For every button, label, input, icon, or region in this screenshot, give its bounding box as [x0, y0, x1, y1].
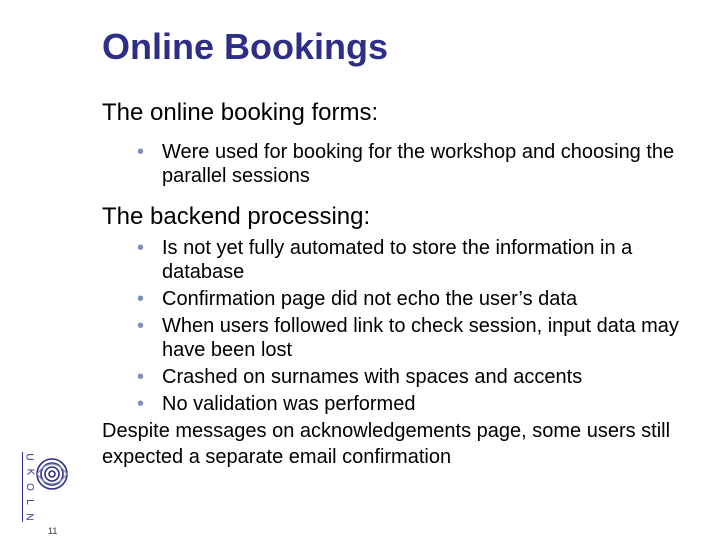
bullet-icon: •	[137, 237, 145, 259]
bullet-icon: •	[137, 288, 145, 310]
list-item	[137, 287, 702, 311]
list-item	[137, 365, 702, 389]
logo-letter: N	[23, 513, 35, 521]
slide-body	[102, 98, 702, 470]
bullet-list	[102, 236, 702, 416]
bullet-text: Confirmation page did not echo the user’s data	[162, 288, 578, 310]
list-item	[137, 392, 702, 416]
section-heading: The online booking forms:	[102, 99, 379, 126]
ukoln-swirl-logo-icon	[34, 452, 70, 522]
bullet-icon: •	[137, 366, 145, 388]
list-item	[137, 236, 702, 284]
bullet-icon: •	[137, 141, 145, 163]
slide-title: Online Bookings	[102, 26, 389, 67]
bullet-text: Crashed on surnames with spaces and accents	[162, 366, 583, 388]
bullet-icon: •	[137, 393, 145, 415]
list-item	[137, 314, 702, 362]
bullet-text: When users followed link to check session, input data may have been lost	[162, 315, 679, 361]
bullet-text: Were used for booking for the workshop and choosing the parallel sessions	[162, 141, 675, 187]
bullet-text: No validation was performed	[162, 393, 416, 415]
logo-letter: L	[24, 499, 35, 505]
logo-letter: U	[23, 453, 35, 461]
logo-letters	[24, 452, 34, 522]
bullet-list	[102, 140, 702, 188]
bullet-icon: •	[137, 315, 145, 337]
logo-divider	[22, 452, 23, 522]
list-item	[137, 140, 702, 188]
logo-letter: K	[23, 468, 35, 476]
closing-text: Despite messages on acknowledgements page, some users still expected a separate email confirmation	[102, 420, 671, 468]
page-number: 11	[48, 526, 58, 536]
logo-letter: O	[24, 483, 35, 491]
section-heading: The backend processing:	[102, 203, 371, 230]
ukoln-logo	[24, 452, 70, 522]
bullet-text: Is not yet fully automated to store the information in a database	[162, 237, 633, 283]
